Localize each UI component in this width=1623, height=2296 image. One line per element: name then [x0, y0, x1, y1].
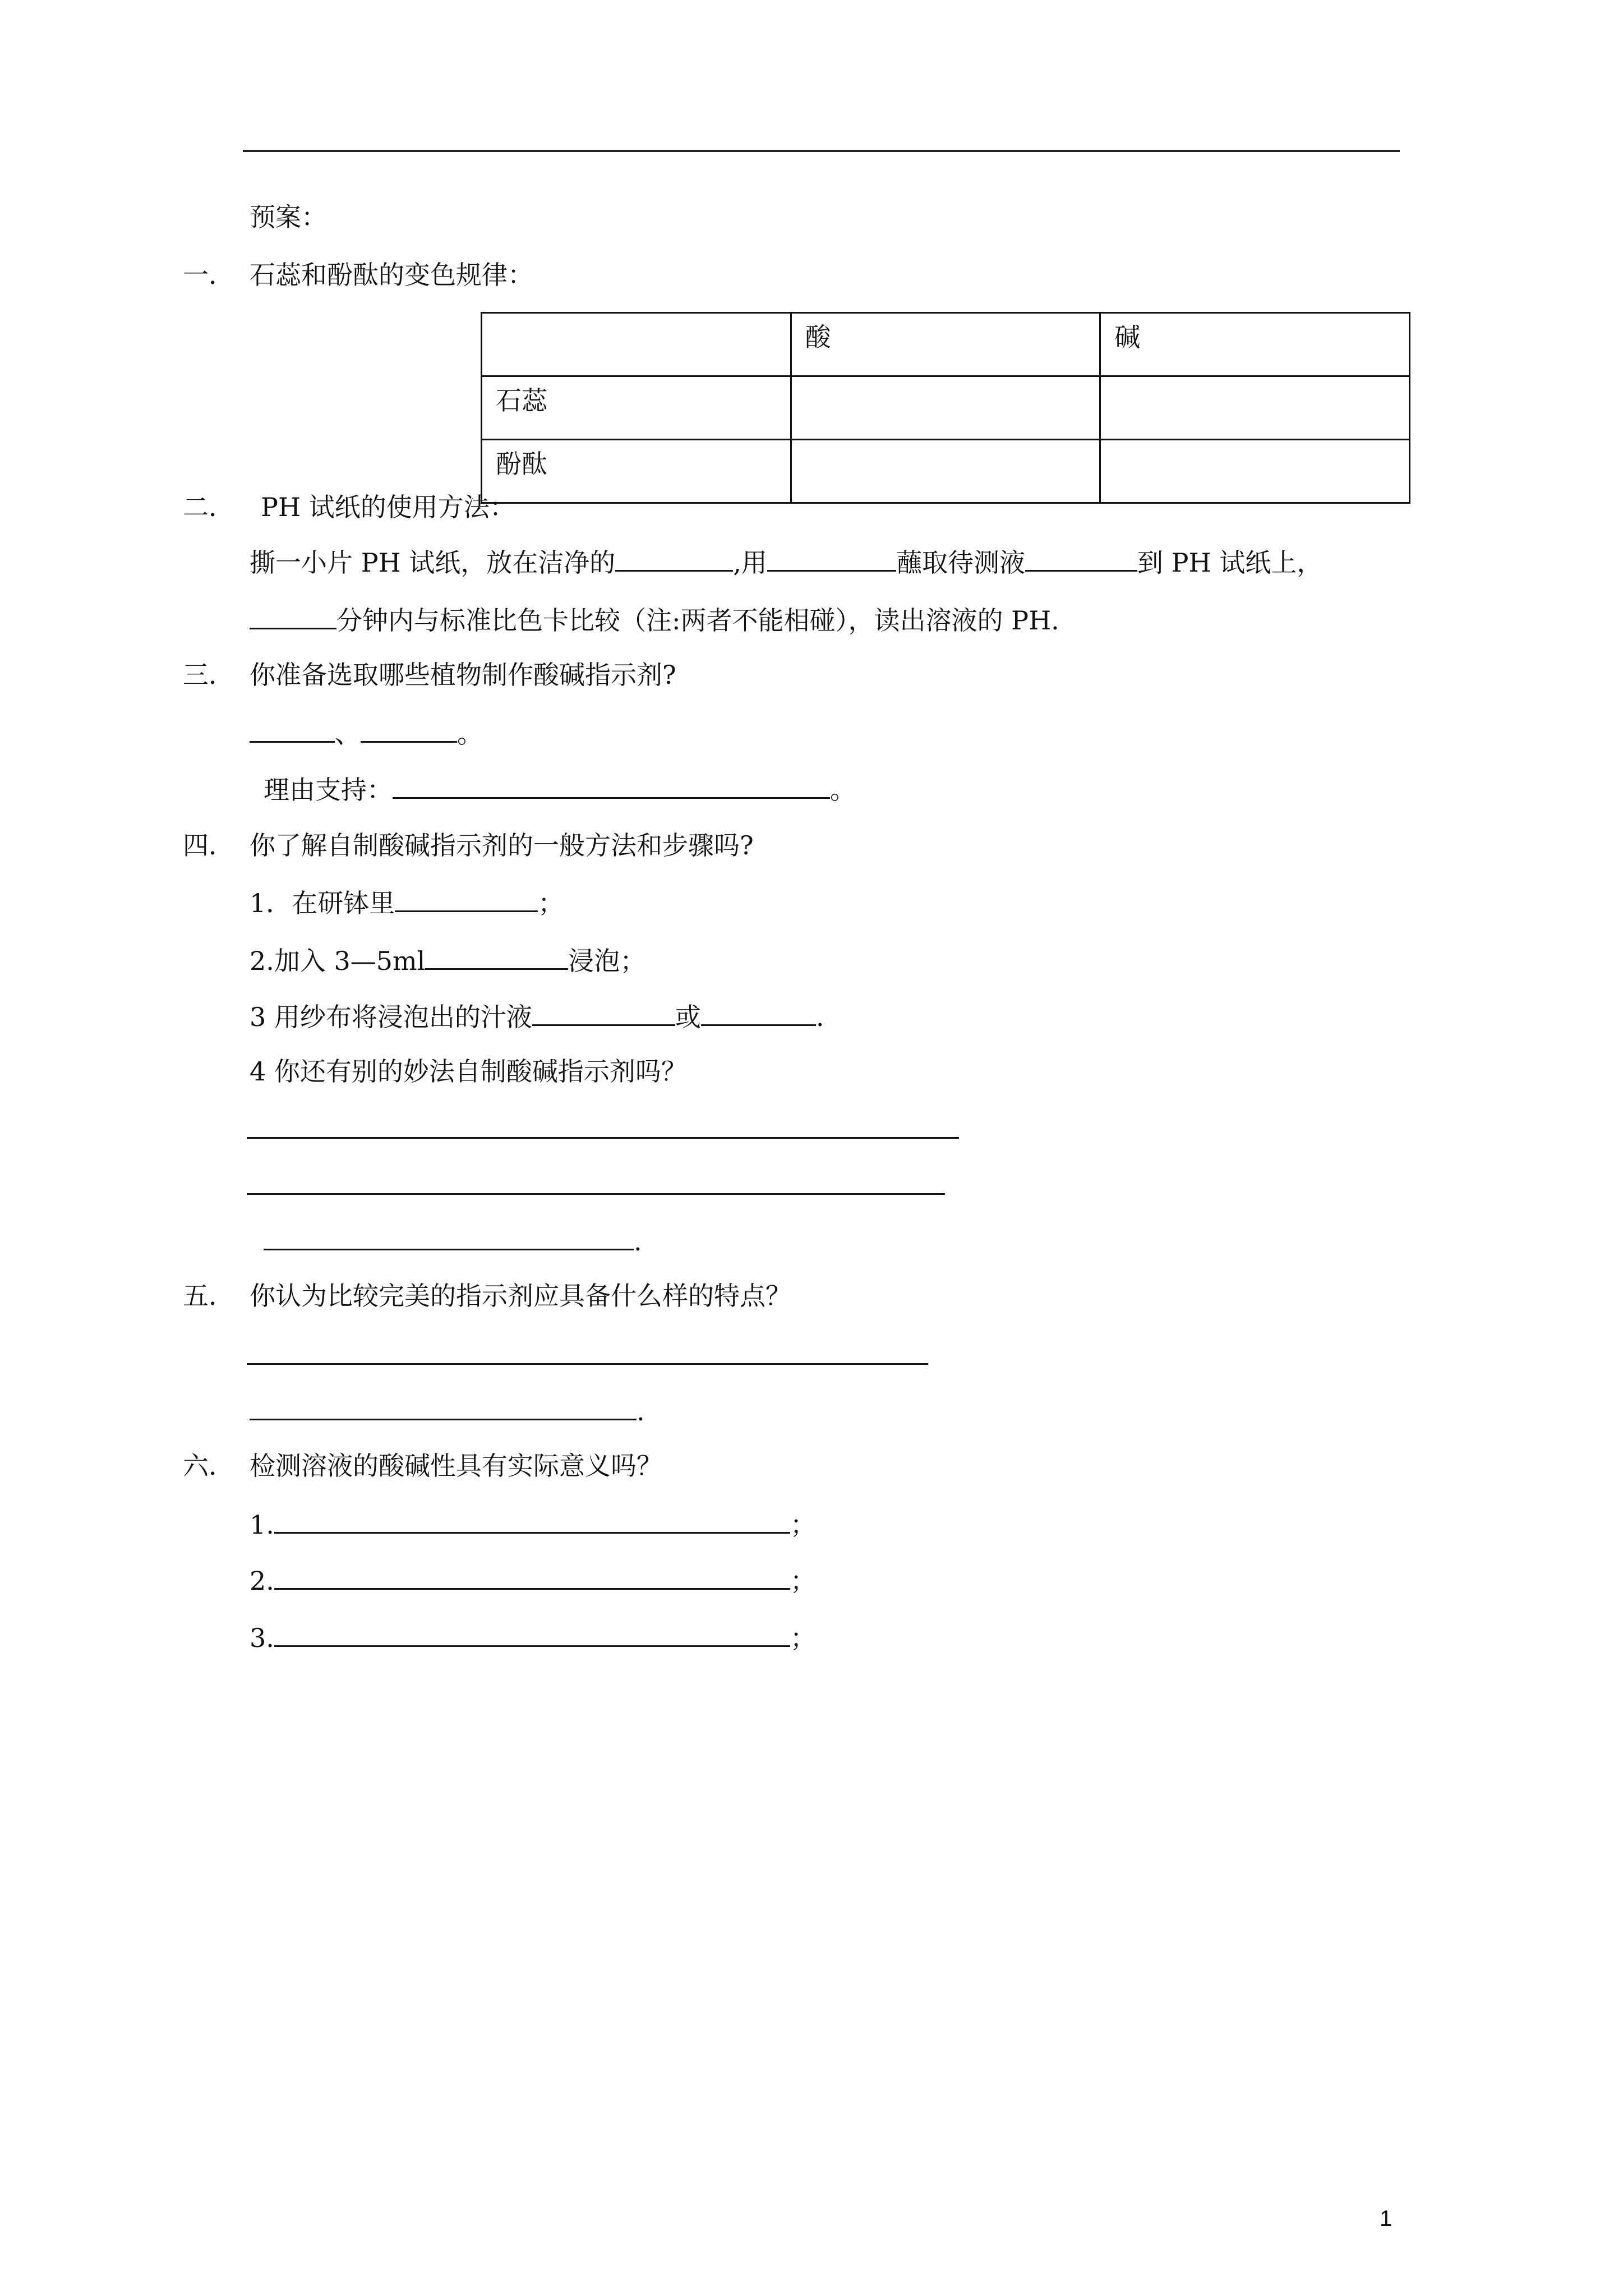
color-change-table — [481, 312, 1410, 504]
blank-line — [532, 999, 675, 1026]
separator: 、 — [335, 719, 361, 749]
answer-line — [247, 1137, 959, 1139]
table-row-label-litmus: 石蕊 — [482, 376, 791, 440]
section-3-title: 你准备选取哪些植物制作酸碱指示剂? — [250, 660, 676, 690]
header-rule — [243, 150, 1400, 152]
blank-line — [425, 942, 568, 970]
step-3-text: 3 用纱布将浸泡出的汁液 — [250, 1002, 532, 1032]
table-cell — [1100, 376, 1410, 440]
section-5-number: 五． — [183, 1281, 234, 1311]
table-row — [482, 376, 1410, 440]
blank-line — [1025, 544, 1137, 572]
period: 。 — [830, 775, 856, 805]
step-1-text: 1．在研钵里 — [250, 888, 395, 918]
reason-label: 理由支持： — [264, 775, 393, 805]
table-header-base: 碱 — [1100, 313, 1410, 376]
table-header-cell — [482, 313, 791, 376]
table-cell — [791, 376, 1100, 440]
section-5-title: 你认为比较完美的指示剂应具备什么样的特点？ — [250, 1281, 791, 1311]
step-2-end: 浸泡； — [568, 946, 646, 976]
blank-line — [264, 1223, 634, 1250]
item-end: ； — [790, 1510, 816, 1540]
ph-text-d: 到 PH 试纸上， — [1137, 547, 1323, 578]
plant-choice-line — [250, 715, 483, 751]
ph-method-line-1 — [250, 544, 1322, 579]
answer-line — [247, 1193, 945, 1195]
table-cell — [1100, 440, 1410, 503]
ph-text-e: 分钟内与标准比色卡比较（注:两者不能相碰），读出溶液的 PH. — [336, 605, 1059, 636]
step-2 — [250, 942, 645, 978]
table-header-row — [482, 313, 1410, 376]
reason-line — [264, 771, 856, 807]
blank-line — [701, 999, 816, 1026]
blank-line — [615, 544, 733, 572]
blank-line — [395, 885, 538, 912]
step-1 — [250, 885, 564, 920]
step-3-or: 或 — [675, 1002, 701, 1032]
table-row — [482, 440, 1410, 503]
item-label: 3. — [250, 1623, 274, 1653]
period: . — [637, 1396, 645, 1427]
section-3-number: 三． — [183, 660, 234, 690]
step-2-text: 2.加入 3—5ml — [250, 946, 426, 976]
step-3 — [250, 999, 824, 1034]
blank-line — [274, 1619, 790, 1647]
section-6-title: 检测溶液的酸碱性具有实际意义吗？ — [250, 1451, 662, 1481]
table-row-label-phenolphthalein: 酚酞 — [482, 440, 791, 503]
section-1-title: 石蕊和酚酞的变色规律： — [250, 260, 533, 290]
table-cell — [791, 440, 1100, 503]
section-4-number: 四． — [183, 830, 234, 861]
item-end: ； — [790, 1623, 816, 1653]
ph-text-b: ,用 — [733, 547, 767, 578]
blank-line — [767, 544, 896, 572]
answer-line — [247, 1363, 928, 1365]
table-header-acid: 酸 — [791, 313, 1100, 376]
blank-line — [274, 1506, 790, 1534]
section-6-number: 六． — [183, 1451, 234, 1481]
ph-text-a: 撕一小片 PH 试纸，放在洁净的 — [250, 547, 616, 578]
item-label: 1. — [250, 1510, 274, 1540]
preface-label: 预案： — [250, 202, 327, 232]
blank-line — [250, 1393, 637, 1420]
blank-line — [274, 1562, 790, 1590]
section-4-title: 你了解自制酸碱指示剂的一般方法和步骤吗? — [250, 830, 754, 861]
step-1-end: ； — [538, 888, 564, 918]
ph-method-line-2 — [250, 602, 1059, 637]
section-1-number: 一． — [183, 260, 234, 290]
blank-line — [250, 602, 336, 629]
blank-line — [250, 715, 335, 743]
item-end: ； — [790, 1566, 816, 1596]
answer-line-final — [264, 1223, 642, 1258]
blank-line — [393, 771, 830, 799]
page-number: 1 — [1380, 2206, 1393, 2231]
ph-text-c: 蘸取待测液 — [896, 547, 1025, 578]
section-2-number: 二． — [183, 492, 234, 522]
list-item — [250, 1619, 816, 1655]
step-4: 4 你还有别的妙法自制酸碱指示剂吗？ — [250, 1056, 687, 1087]
blank-line — [361, 715, 457, 743]
answer-line-final — [250, 1393, 645, 1428]
section-2-title: PH 试纸的使用方法： — [261, 492, 515, 522]
list-item — [250, 1562, 816, 1598]
period: 。 — [457, 719, 483, 749]
step-3-end: . — [815, 1002, 824, 1032]
item-label: 2. — [250, 1566, 274, 1596]
list-item — [250, 1506, 816, 1542]
period: . — [634, 1226, 642, 1257]
